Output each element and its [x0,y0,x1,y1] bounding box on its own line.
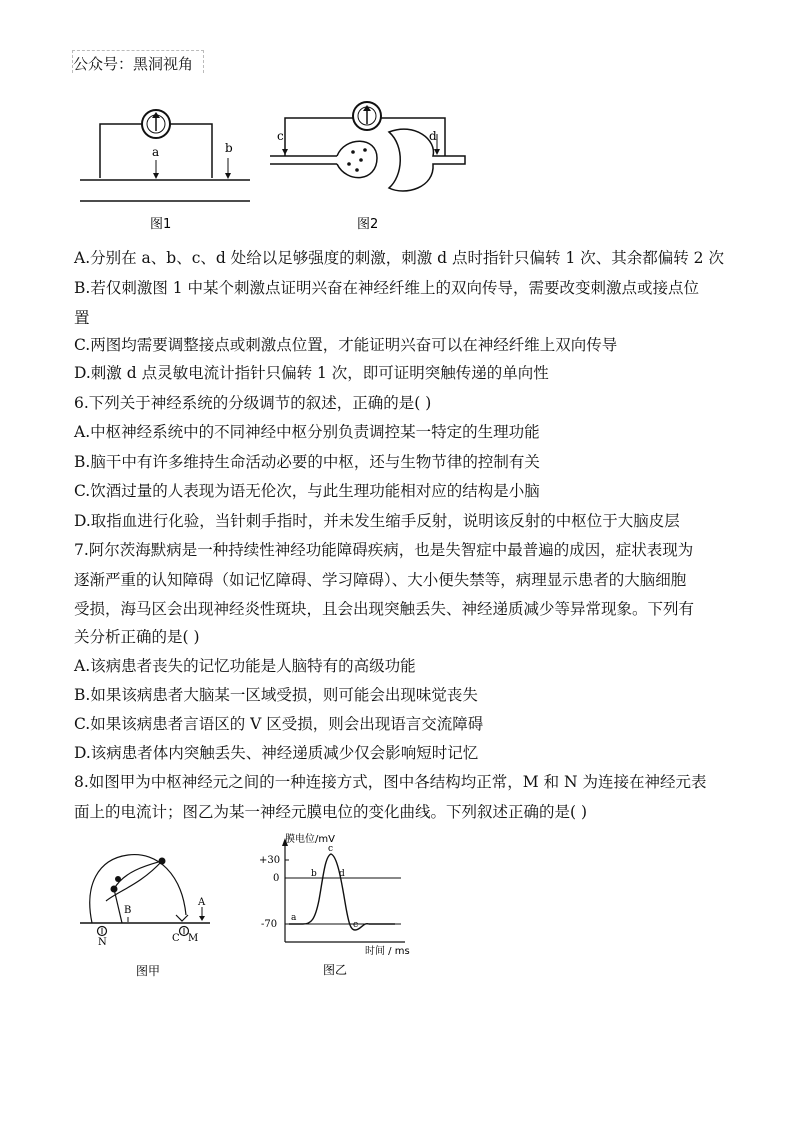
yi-tick-m70: -70 [261,919,278,930]
figure-2 [265,100,485,232]
option-5b: B.若仅刺激图 1 中某个刺激点证明兴奋在神经纤维上的双向传导，需要改变刺激点或接点位 [74,279,700,297]
yi-point-d: d [339,869,345,879]
fig2-label-c: c [277,129,284,143]
header-watermark: 公众号：黑洞视角 [72,50,204,73]
question-7-line4: 关分析正确的是( ) [74,628,200,646]
jia-label-A: A [198,897,206,908]
option-6d: D.取指血进行化验，当针刺手指时，并未发生缩手反射，说明该反射的中枢位于大脑皮层 [74,512,680,530]
question-8-line1: 8.如图甲为中枢神经元之间的一种连接方式，图中各结构均正常，M 和 N 为连接在神经元表 [74,773,707,791]
option-7c: C.如果该病患者言语区的 V 区受损，则会出现语言交流障碍 [74,715,484,733]
yi-tick-0: 0 [273,873,280,884]
option-7b: B.如果该病患者大脑某一区域受损，则可能会出现味觉丧失 [74,686,478,704]
question-7-line2: 逐渐严重的认知障碍（如记忆障碍、学习障碍）、大小便失禁等，病理显示患者的大脑细胞 [74,571,687,589]
option-5a: A.分别在 a、b、c、d 处给以足够强度的刺激，刺激 d 点时指针只偏转 1 次、其余都偏转 2 次 [74,249,724,267]
option-6a: A.中枢神经系统中的不同神经中枢分别负责调控某一特定的生理功能 [74,423,540,441]
question-8-line2: 面上的电流计；图乙为某一神经元膜电位的变化曲线。下列叙述正确的是( ) [74,803,588,821]
yi-caption: 图乙 [323,963,348,977]
question-7-line3: 受损，海马区会出现神经炎性斑块，且会出现突触丢失、神经递质减少等异常现象。下列有 [74,600,695,618]
question-6: 6.下列关于神经系统的分级调节的叙述，正确的是( ) [74,394,432,412]
yi-xlabel: 时间 / ms [365,946,410,957]
figure-jia [78,845,228,980]
fig2-caption: 图2 [357,217,379,232]
option-6b: B.脑干中有许多维持生命活动必要的中枢，还与生物节律的控制有关 [74,453,540,471]
fig1-label-b: b [225,141,233,155]
option-5b-cont: 置 [74,309,90,327]
yi-point-b: b [311,869,317,879]
figure-yi [255,830,415,980]
yi-point-c: c [328,844,334,854]
jia-label-N: N [98,937,107,948]
option-5c: C.两图均需要调整接点或刺激点位置，才能证明兴奋可以在神经纤维上双向传导 [74,336,618,354]
option-6c: C.饮酒过量的人表现为语无伦次，与此生理功能相对应的结构是小脑 [74,482,540,500]
fig1-caption: 图1 [150,217,172,232]
question-7-line1: 7.阿尔茨海默病是一种持续性神经功能障碍疾病，也是失智症中最普遍的成因，症状表现为 [74,541,694,559]
jia-label-B: B [124,905,132,916]
option-5d: D.刺激 d 点灵敏电流计指针只偏转 1 次，即可证明突触传递的单向性 [74,364,549,382]
figure-1 [70,100,270,232]
yi-ylabel: 膜电位/mV [285,834,335,845]
yi-tick-p30: +30 [259,855,281,866]
fig2-label-d: d [429,129,437,143]
fig1-label-a: a [152,145,160,159]
jia-caption: 图甲 [136,964,161,978]
option-7a: A.该病患者丧失的记忆功能是人脑特有的高级功能 [74,657,416,675]
jia-label-C: C [172,933,180,944]
yi-point-a: a [291,913,297,923]
option-7d: D.该病患者体内突触丢失、神经递质减少仅会影响短时记忆 [74,744,479,762]
yi-point-e: e [353,920,359,930]
jia-label-M: M [188,933,199,944]
